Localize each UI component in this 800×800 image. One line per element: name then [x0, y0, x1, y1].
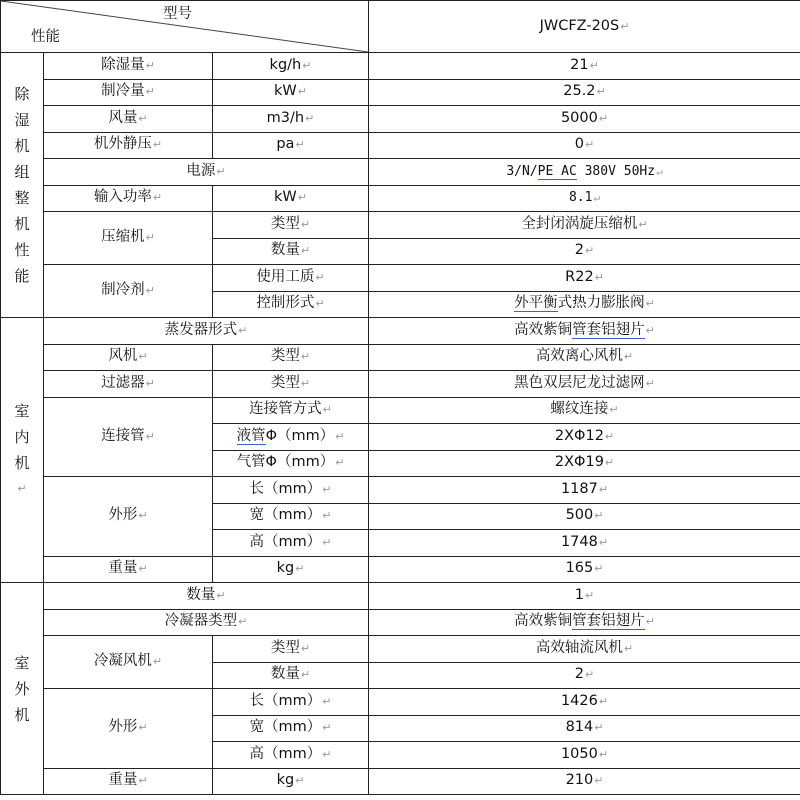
- outdoor-weight-label: 重量 ↵: [44, 768, 213, 795]
- condenser-fan-type-value: 高效轴流风机 ↵: [369, 636, 800, 663]
- static-pressure-unit: pa ↵: [213, 132, 369, 159]
- liquid-pipe-value: 2XΦ12 ↵: [369, 424, 800, 451]
- indoor-width-label: 宽（mm） ↵: [213, 503, 369, 530]
- compressor-type-label: 类型 ↵: [213, 212, 369, 239]
- static-pressure-label: 机外静压 ↵: [44, 132, 213, 159]
- category-outdoor-unit: 室 外 机: [1, 583, 44, 795]
- refrigerant-label: 制冷剂 ↵: [44, 265, 213, 318]
- cooling-unit: kW ↵: [213, 79, 369, 106]
- compressor-type-value: 全封闭涡旋压缩机 ↵: [369, 212, 800, 239]
- outdoor-height-value: 1050 ↵: [369, 742, 800, 769]
- evaporator-label: 蒸发器形式 ↵: [44, 318, 369, 345]
- compressor-qty-value: 2 ↵: [369, 238, 800, 265]
- condenser-fan-qty-label: 数量 ↵: [213, 662, 369, 689]
- condenser-type-value: 高效紫铜管套铝翅片 ↵: [369, 609, 800, 636]
- refrigerant-control-value: 外平衡式热力膨胀阀 ↵: [369, 291, 800, 318]
- cooling-label: 制冷量 ↵: [44, 79, 213, 106]
- dehumidification-unit: kg/h ↵: [213, 53, 369, 80]
- outdoor-width-label: 宽（mm） ↵: [213, 715, 369, 742]
- model-label: 型号: [163, 6, 193, 22]
- model-value: JWCFZ-20S ↵: [369, 1, 800, 53]
- condenser-fan-label: 冷凝风机 ↵: [44, 636, 213, 689]
- power-supply-value: 3/N/PE AC 380V 50Hz ↵: [369, 159, 800, 186]
- cooling-value: 25.2 ↵: [369, 79, 800, 106]
- dehumidification-value: 21 ↵: [369, 53, 800, 80]
- compressor-qty-label: 数量 ↵: [213, 238, 369, 265]
- fan-label: 风机 ↵: [44, 344, 213, 371]
- input-power-unit: kW ↵: [213, 185, 369, 212]
- indoor-length-value: 1187 ↵: [369, 477, 800, 504]
- indoor-weight-label: 重量 ↵: [44, 556, 213, 583]
- input-power-label: 输入功率 ↵: [44, 185, 213, 212]
- compressor-label: 压缩机 ↵: [44, 212, 213, 265]
- refrigerant-control-label: 控制形式 ↵: [213, 291, 369, 318]
- indoor-width-value: 500 ↵: [369, 503, 800, 530]
- outdoor-dimension-label: 外形 ↵: [44, 689, 213, 769]
- indoor-length-label: 长（mm） ↵: [213, 477, 369, 504]
- gas-pipe-value: 2XΦ19 ↵: [369, 450, 800, 477]
- indoor-weight-unit: kg ↵: [213, 556, 369, 583]
- pipe-method-label: 连接管方式 ↵: [213, 397, 369, 424]
- outdoor-length-label: 长（mm） ↵: [213, 689, 369, 716]
- gas-pipe-label: 气管Φ（mm） ↵: [213, 450, 369, 477]
- outdoor-width-value: 814 ↵: [369, 715, 800, 742]
- category-indoor-unit: 室 内 机 ↵: [1, 318, 44, 583]
- static-pressure-value: 0 ↵: [369, 132, 800, 159]
- airflow-label: 风量 ↵: [44, 106, 213, 133]
- condenser-fan-qty-value: 2 ↵: [369, 662, 800, 689]
- performance-label: 性能: [31, 29, 60, 46]
- evaporator-value: 高效紫铜管套铝翅片 ↵: [369, 318, 800, 345]
- outdoor-height-label: 高（mm） ↵: [213, 742, 369, 769]
- filter-label: 过滤器 ↵: [44, 371, 213, 398]
- outdoor-qty-label: 数量 ↵: [44, 583, 369, 610]
- indoor-height-value: 1748 ↵: [369, 530, 800, 557]
- outdoor-length-value: 1426 ↵: [369, 689, 800, 716]
- outdoor-weight-unit: kg ↵: [213, 768, 369, 795]
- indoor-weight-value: 165 ↵: [369, 556, 800, 583]
- dehumidification-label: 除湿量 ↵: [44, 53, 213, 80]
- input-power-value: 8.1 ↵: [369, 185, 800, 212]
- airflow-value: 5000 ↵: [369, 106, 800, 133]
- fan-type-value: 高效离心风机 ↵: [369, 344, 800, 371]
- category-unit-performance: 除 湿 机 组 整 机 性 能: [1, 53, 44, 318]
- condenser-type-label: 冷凝器类型 ↵: [44, 609, 369, 636]
- filter-type-value: 黑色双层尼龙过滤网 ↵: [369, 371, 800, 398]
- liquid-pipe-label: 液管Φ（mm） ↵: [213, 424, 369, 451]
- refrigerant-medium-label: 使用工质 ↵: [213, 265, 369, 292]
- pipe-method-value: 螺纹连接 ↵: [369, 397, 800, 424]
- refrigerant-medium-value: R22 ↵: [369, 265, 800, 292]
- indoor-dimension-label: 外形 ↵: [44, 477, 213, 557]
- power-supply-label: 电源 ↵: [44, 159, 369, 186]
- outdoor-weight-value: 210 ↵: [369, 768, 800, 795]
- indoor-height-label: 高（mm） ↵: [213, 530, 369, 557]
- outdoor-qty-value: 1 ↵: [369, 583, 800, 610]
- condenser-fan-type-label: 类型 ↵: [213, 636, 369, 663]
- airflow-unit: m3/h ↵: [213, 106, 369, 133]
- header-diagonal-cell: [1, 1, 369, 53]
- fan-type-label: 类型 ↵: [213, 344, 369, 371]
- filter-type-label: 类型 ↵: [213, 371, 369, 398]
- connecting-pipe-label: 连接管 ↵: [44, 397, 213, 477]
